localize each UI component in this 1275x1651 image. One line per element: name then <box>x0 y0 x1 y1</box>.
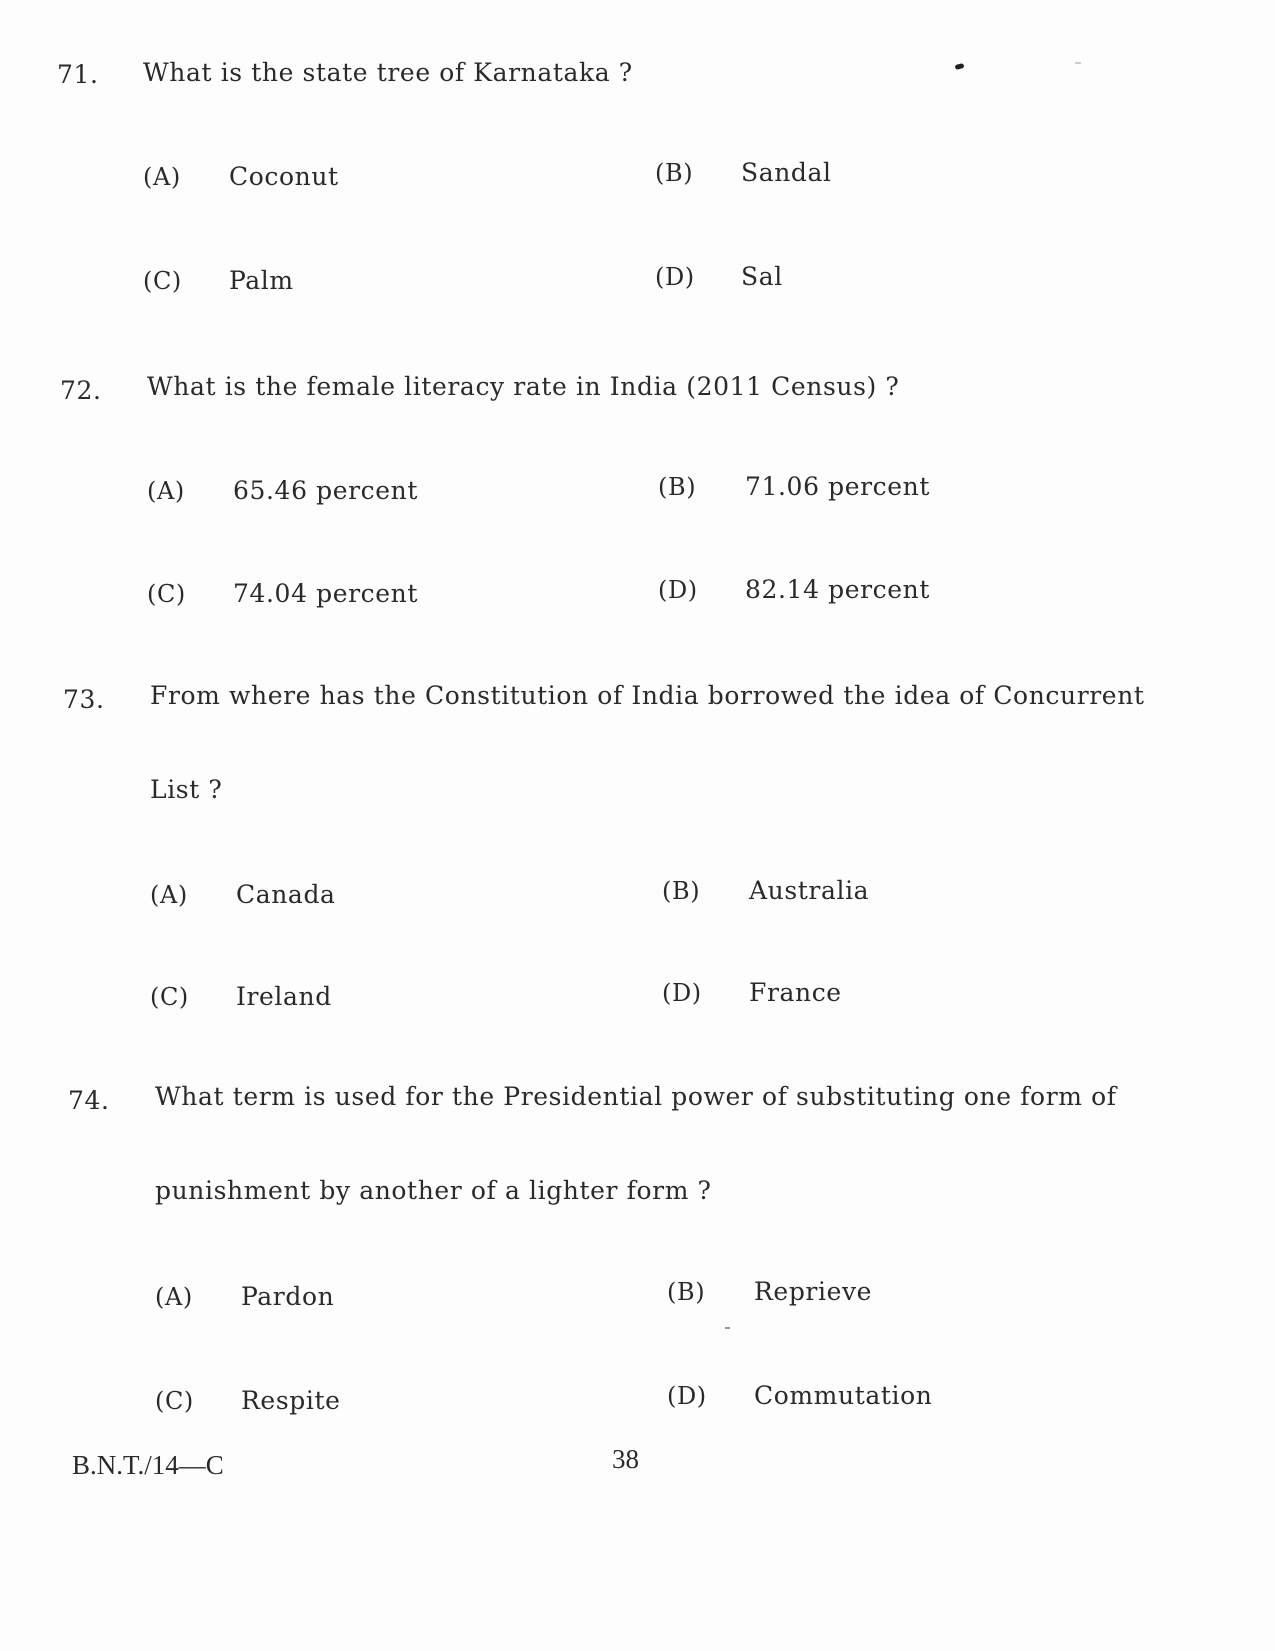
option-label-d: (D) <box>658 576 698 604</box>
question-text-line-1: What term is used for the Presidential power of substituting one form of <box>155 1082 1117 1111</box>
option-text-c: Ireland <box>236 982 332 1011</box>
option-label-d: (D) <box>655 263 695 291</box>
option-label-b: (B) <box>662 877 701 905</box>
option-label-b: (B) <box>655 159 694 187</box>
ink-mark <box>955 63 965 70</box>
question-text: What is the state tree of Karnataka ? <box>143 58 633 87</box>
option-label-a: (A) <box>150 881 188 909</box>
option-text-a: Coconut <box>229 162 339 191</box>
option-label-b: (B) <box>667 1278 706 1306</box>
option-label-c: (C) <box>143 267 182 295</box>
question-number: 73. <box>63 685 105 714</box>
option-text-c: Respite <box>241 1386 341 1415</box>
question-text-line-2: punishment by another of a lighter form ? <box>155 1176 712 1205</box>
option-label-d: (D) <box>667 1382 707 1410</box>
option-text-d: 82.14 percent <box>745 575 931 604</box>
option-text-a: Pardon <box>241 1282 335 1311</box>
page-number: 38 <box>612 1444 639 1474</box>
scan-speck <box>725 1327 730 1329</box>
option-label-d: (D) <box>662 979 702 1007</box>
option-text-d: Sal <box>741 262 783 291</box>
option-text-b: Reprieve <box>754 1277 873 1306</box>
question-number: 71. <box>57 60 99 89</box>
option-text-b: Sandal <box>741 158 832 187</box>
question-number: 72. <box>60 376 102 405</box>
option-label-c: (C) <box>155 1387 194 1415</box>
question-text: What is the female literacy rate in India (2011 Census) ? <box>147 372 900 401</box>
option-text-a: Canada <box>236 880 336 909</box>
option-label-a: (A) <box>147 477 185 505</box>
question-text-line-2: List ? <box>150 775 223 804</box>
option-label-c: (C) <box>150 983 189 1011</box>
option-text-a: 65.46 percent <box>233 476 419 505</box>
option-text-b: Australia <box>749 876 870 905</box>
scan-speck <box>1075 62 1081 64</box>
option-label-a: (A) <box>143 163 181 191</box>
option-text-c: 74.04 percent <box>233 579 419 608</box>
option-text-d: Commutation <box>754 1381 933 1410</box>
option-label-c: (C) <box>147 580 186 608</box>
option-text-d: France <box>749 978 842 1007</box>
question-text-line-1: From where has the Constitution of India borrowed the idea of Concurrent <box>150 681 1145 710</box>
option-text-c: Palm <box>229 266 294 295</box>
option-text-b: 71.06 percent <box>745 472 931 501</box>
question-number: 74. <box>68 1086 110 1115</box>
option-label-a: (A) <box>155 1283 193 1311</box>
paper-code: B.N.T./14—C <box>72 1450 224 1480</box>
option-label-b: (B) <box>658 473 697 501</box>
